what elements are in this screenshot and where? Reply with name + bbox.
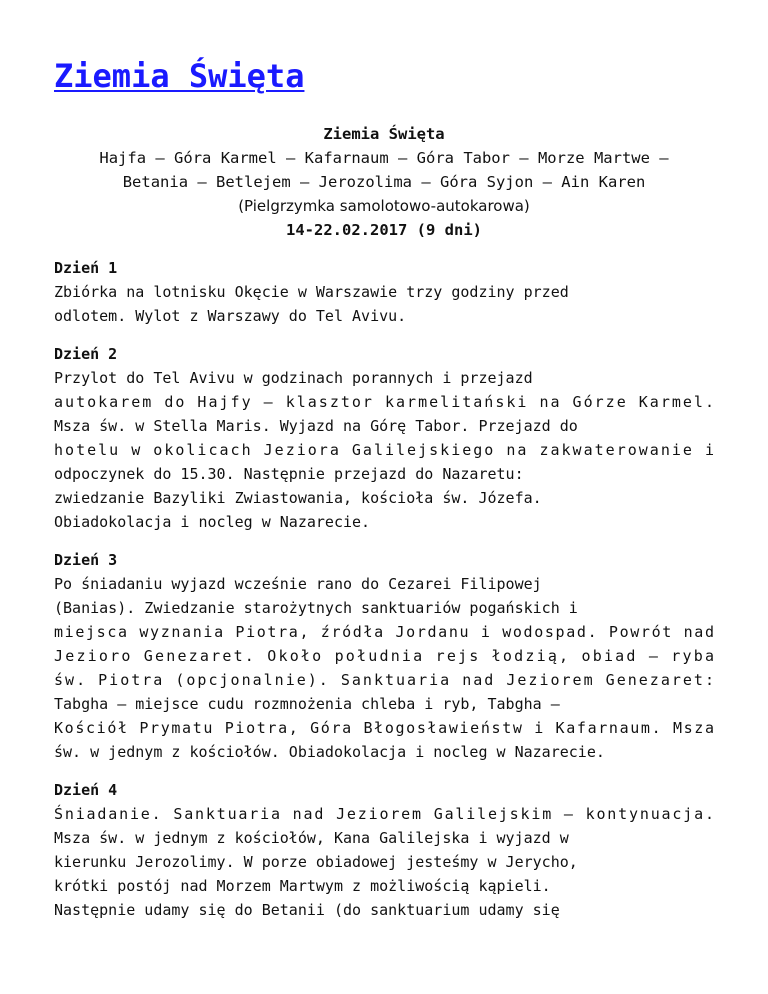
page-title-link[interactable]: Ziemia Święta	[54, 57, 305, 95]
day-text	[54, 366, 714, 534]
day-text	[54, 572, 717, 764]
day-title: Dzień 2	[54, 345, 118, 363]
text-line: odpoczynek do 15.30. Następnie przejazd do Nazaretu:	[54, 465, 524, 483]
text-line: św. Piotra (opcjonalnie). Sanktuaria nad Jeziorem Genezaret:	[54, 671, 716, 689]
route-line-2: Betania – Betlejem – Jerozolima – Góra Syjon – Ain Karen	[122, 173, 646, 191]
text-line: hotelu w okolicach Jeziora Galilejskiego na zakwaterowanie i	[54, 441, 716, 459]
day-text	[54, 802, 714, 922]
day-section	[54, 778, 714, 922]
text-line: odlotem. Wylot z Warszawy do Tel Avivu.	[54, 307, 407, 325]
trip-dates: 14-22.02.2017 (9 dni)	[286, 221, 482, 239]
trip-subtitle: (Pielgrzymka samolotowo-autokarowa)	[238, 197, 530, 215]
day-section	[54, 548, 717, 764]
text-line: Msza św. w Stella Maris. Wyjazd na Górę Tabor. Przejazd do	[54, 417, 578, 435]
text-line: (Banias). Zwiedzanie starożytnych sanktuariów pogańskich i	[54, 599, 578, 617]
day-text	[54, 280, 714, 328]
day-section	[54, 342, 714, 534]
day-title: Dzień 4	[54, 781, 118, 799]
text-line: krótki postój nad Morzem Martwym z możliwością kąpieli.	[54, 877, 551, 895]
text-line: Kościół Prymatu Piotra, Góra Błogosławieństw i Kafarnaum. Msza	[54, 719, 716, 737]
text-line: Śniadanie. Sanktuaria nad Jeziorem Galilejskim – kontynuacja.	[54, 805, 716, 823]
text-line: św. w jednym z kościołów. Obiadokolacja i nocleg w Nazarecie.	[54, 743, 605, 761]
text-line: Msza św. w jednym z kościołów, Kana Galilejska i wyjazd w	[54, 829, 569, 847]
trip-header	[54, 122, 714, 242]
day-title: Dzień 3	[54, 551, 118, 569]
document-page	[54, 0, 717, 922]
route-line-1: Hajfa – Góra Karmel – Kafarnaum – Góra Tabor – Morze Martwe –	[99, 149, 669, 167]
trip-heading: Ziemia Święta	[323, 125, 445, 143]
text-line: Jezioro Genezaret. Około południa rejs łodzią, obiad – ryba	[54, 647, 717, 665]
text-line: Po śniadaniu wyjazd wcześnie rano do Cezarei Filipowej	[54, 575, 542, 593]
text-line: kierunku Jerozolimy. W porze obiadowej jesteśmy w Jerycho,	[54, 853, 578, 871]
text-line: Przylot do Tel Avivu w godzinach porannych i przejazd	[54, 369, 533, 387]
text-line: zwiedzanie Bazyliki Zwiastowania, kościoła św. Józefa.	[54, 489, 542, 507]
text-line: Zbiórka na lotnisku Okęcie w Warszawie trzy godziny przed	[54, 283, 569, 301]
text-line: Tabgha – miejsce cudu rozmnożenia chleba i ryb, Tabgha –	[54, 695, 560, 713]
day-title: Dzień 1	[54, 259, 118, 277]
day-section	[54, 256, 714, 328]
text-line: miejsca wyznania Piotra, źródła Jordanu i wodospad. Powrót nad	[54, 623, 716, 641]
text-line: autokarem do Hajfy – klasztor karmelitański na Górze Karmel.	[54, 393, 716, 411]
text-line: Obiadokolacja i nocleg w Nazarecie.	[54, 513, 371, 531]
itinerary-days	[54, 256, 717, 922]
text-line: Następnie udamy się do Betanii (do sanktuarium udamy się	[54, 901, 560, 919]
